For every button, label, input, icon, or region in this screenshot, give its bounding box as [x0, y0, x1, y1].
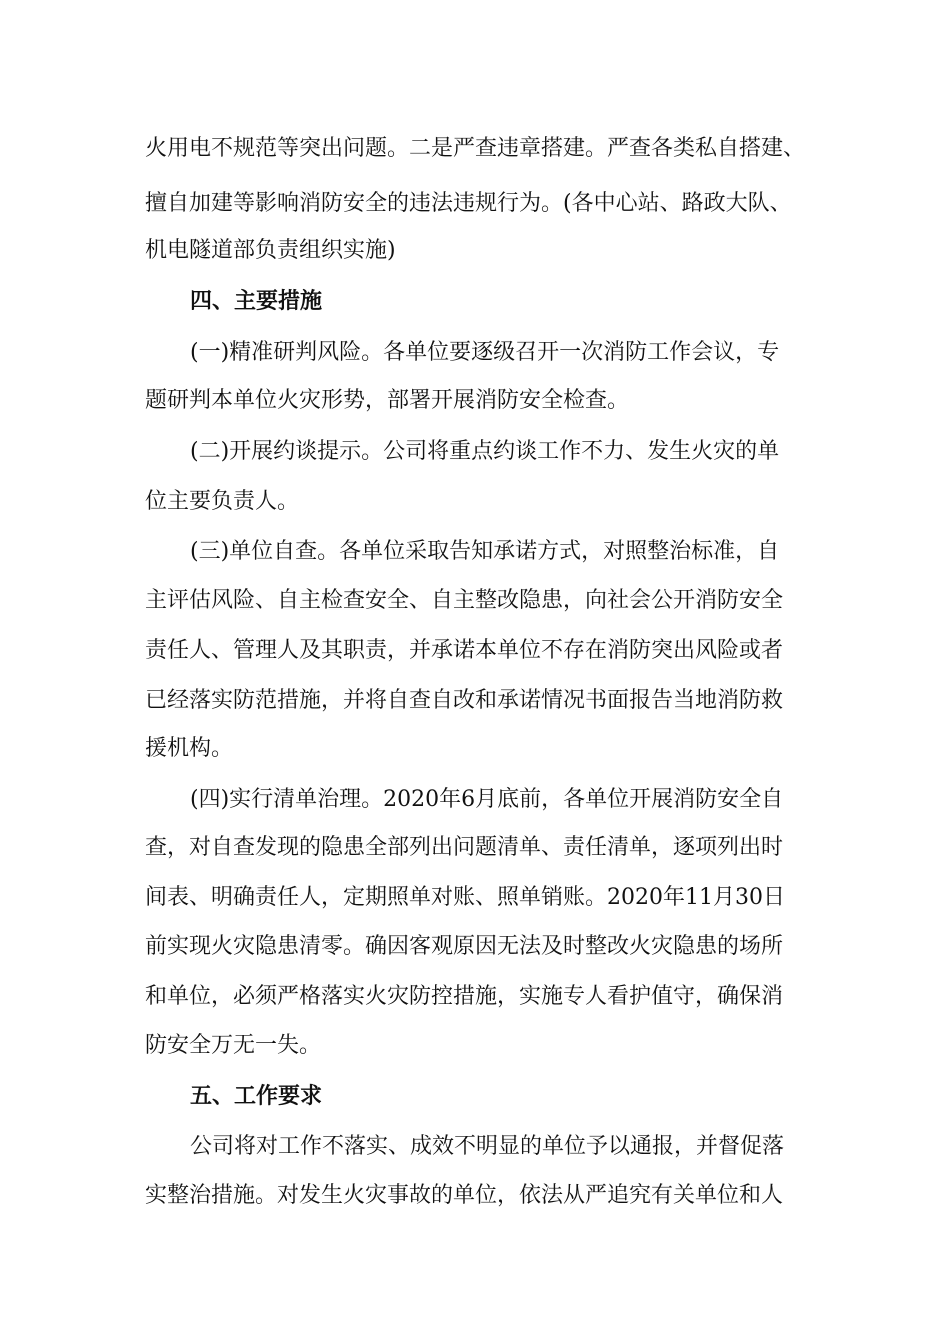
body-text-line: (四)实行清单治理。2020年6月底前，各单位开展消防安全自 — [190, 787, 784, 812]
body-text-line: 机电隧道部负责组织实施) — [145, 238, 396, 263]
body-text-line: 擅自加建等影响消防安全的违法违规行为。(各中心站、路政大队、 — [145, 191, 792, 216]
body-text-line: 位主要负责人。 — [145, 489, 300, 514]
body-text-line: 查，对自查发现的隐患全部列出问题清单、责任清单，逐项列出时 — [145, 835, 784, 860]
body-text-line: 防安全万无一失。 — [145, 1033, 322, 1058]
body-text-line: 公司将对工作不落实、成效不明显的单位予以通报，并督促落 — [190, 1134, 785, 1159]
body-text-line: 和单位，必须严格落实火灾防控措施，实施专人看护值守，确保消 — [145, 984, 784, 1009]
body-text-line: 援机构。 — [145, 736, 234, 761]
body-text-line: 主评估风险、自主检查安全、自主整改隐患，向社会公开消防安全 — [145, 588, 784, 613]
body-text-line: 责任人、管理人及其职责，并承诺本单位不存在消防突出风险或者 — [145, 638, 784, 663]
section-heading-4: 四、主要措施 — [190, 289, 323, 314]
body-text-line: 前实现火灾隐患清零。确因客观原因无法及时整改火灾隐患的场所 — [145, 934, 784, 959]
section-heading-5: 五、工作要求 — [190, 1084, 323, 1109]
body-text-line: 已经落实防范措施，并将自查自改和承诺情况书面报告当地消防救 — [145, 688, 784, 713]
body-text-line: (三)单位自查。各单位采取告知承诺方式，对照整治标准，自 — [190, 539, 780, 564]
body-text-line: 间表、明确责任人，定期照单对账、照单销账。2020年11月30日 — [145, 885, 785, 910]
body-text-line: 实整治措施。对发生火灾事故的单位，依法从严追究有关单位和人 — [145, 1183, 784, 1208]
body-text-line: 题研判本单位火灾形势，部署开展消防安全检查。 — [145, 388, 630, 413]
body-text-line: (一)精准研判风险。各单位要逐级召开一次消防工作会议，专 — [190, 340, 780, 365]
body-text-line: 火用电不规范等突出问题。二是严查违章搭建。严查各类私自搭建、 — [145, 136, 805, 161]
body-text-line: (二)开展约谈提示。公司将重点约谈工作不力、发生火灾的单 — [190, 439, 780, 464]
